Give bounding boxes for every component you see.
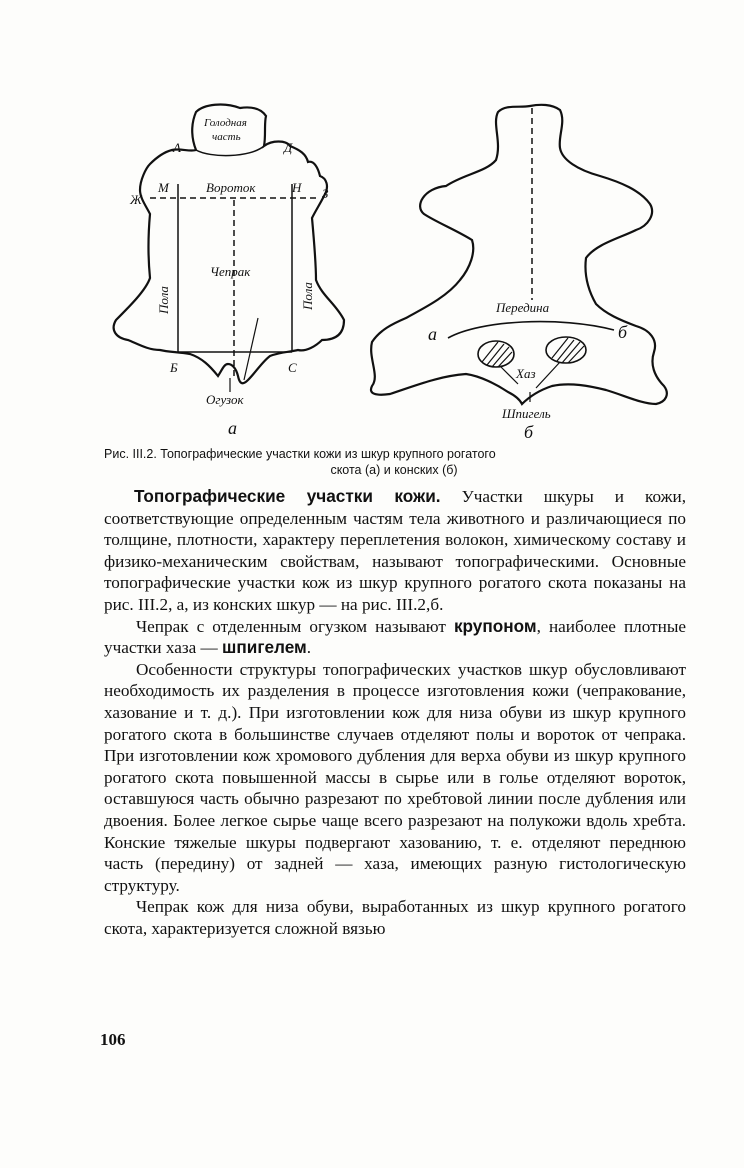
figure-caption [104, 446, 684, 478]
label-c: С [288, 360, 297, 375]
label-b-small: б [618, 322, 628, 342]
label-m: М [158, 180, 169, 195]
figure [0, 0, 744, 440]
label-n: Н [292, 180, 302, 195]
paragraph-3: Особенности структуры топографических участков шкур обусловливают необходимость их разделения в процессе изготовления кожи (чепракование, хазование и т. д.). При изготовлении кож для низа обуви из шкур крупного рогатого скота в большинстве случаев отделяют полы и вороток от чепрака. При изготовлении кож хромового дубления для верха обуви из шкур крупного рогатого скота повышенной массы в сырье или в голье отделяют вороток, оставшуюся часть обычно разрезают по хребтовой линии после дубления или двоения. Более легкое сырье чаще всего разрезают на полукожи вдоль хребта. Конские тяжелые шкуры подвергают хазованию, т. е. отделяют переднюю часть (передину) от задней — хаза, имеющих разную гистологическую структуру. [104, 659, 686, 895]
paragraph-4: Чепрак кож для низа обуви, выработанных из шкур крупного рогатого скота, характеризуется сложной вязью [104, 897, 686, 938]
caption-line-2: скота (а) и конских (б) [330, 463, 458, 477]
label-vorotok: Вороток [206, 180, 256, 195]
section-heading: Топографические участки кожи. [134, 486, 441, 506]
panel-label-a: а [228, 418, 237, 438]
label-pola-right: Пола [300, 282, 315, 310]
paragraph-2-start: Чепрак с отделенным огузком называют [136, 616, 454, 636]
paragraph-2-end: . [306, 638, 312, 658]
term-krupon: крупоном [453, 615, 537, 636]
page-number: 106 [100, 1030, 126, 1049]
paragraph-1 [104, 486, 686, 616]
label-d: Д [284, 140, 293, 155]
label-b: Б [170, 360, 178, 375]
label-shpigel: Шпигель [502, 406, 551, 421]
paragraph-2 [104, 616, 686, 659]
cattle-hide [114, 105, 344, 392]
panel-label-b: б [524, 422, 534, 440]
label-chast: часть [212, 131, 241, 143]
label-cheprak: Чепрак [210, 264, 251, 279]
label-pola-left: Пола [156, 286, 171, 314]
label-a-small: а [428, 324, 437, 344]
horse-hide [371, 105, 667, 404]
label-khaz: Хаз [516, 366, 536, 381]
label-oguzok: Огузок [206, 392, 244, 407]
paragraph-1-text: Участки шкуры и кожи, соответствующие определенным частям тела животного и различающиеся по толщине, плотности, характеру переплетения волокон, химическому составу и физико-механическим свойствам, называют топографическими. Основные топографические участки кож из шкур крупного рогатого скота показаны на рис. III.2, а, из конских шкур — на рис. III.2,б. [104, 487, 687, 614]
label-peredina: Передина [496, 300, 550, 315]
horse-hide-outline [371, 105, 667, 404]
label-a: А [173, 140, 181, 155]
figure-drawing [0, 0, 744, 440]
cattle-hide-outline [114, 105, 344, 384]
term-shpigel: шпигелем [222, 637, 307, 658]
body-text [104, 486, 686, 939]
paragraph-2-mid: , наиболее плотные участки хаза — [104, 616, 687, 658]
label-golodnaya: Голодная [204, 117, 247, 129]
cattle-hide-labels [129, 117, 329, 438]
caption-line-1: Рис. III.2. Топографические участки кожи из шкур крупного рогатого [104, 447, 496, 461]
label-z: З [322, 186, 329, 201]
label-zh: Ж [130, 192, 142, 207]
